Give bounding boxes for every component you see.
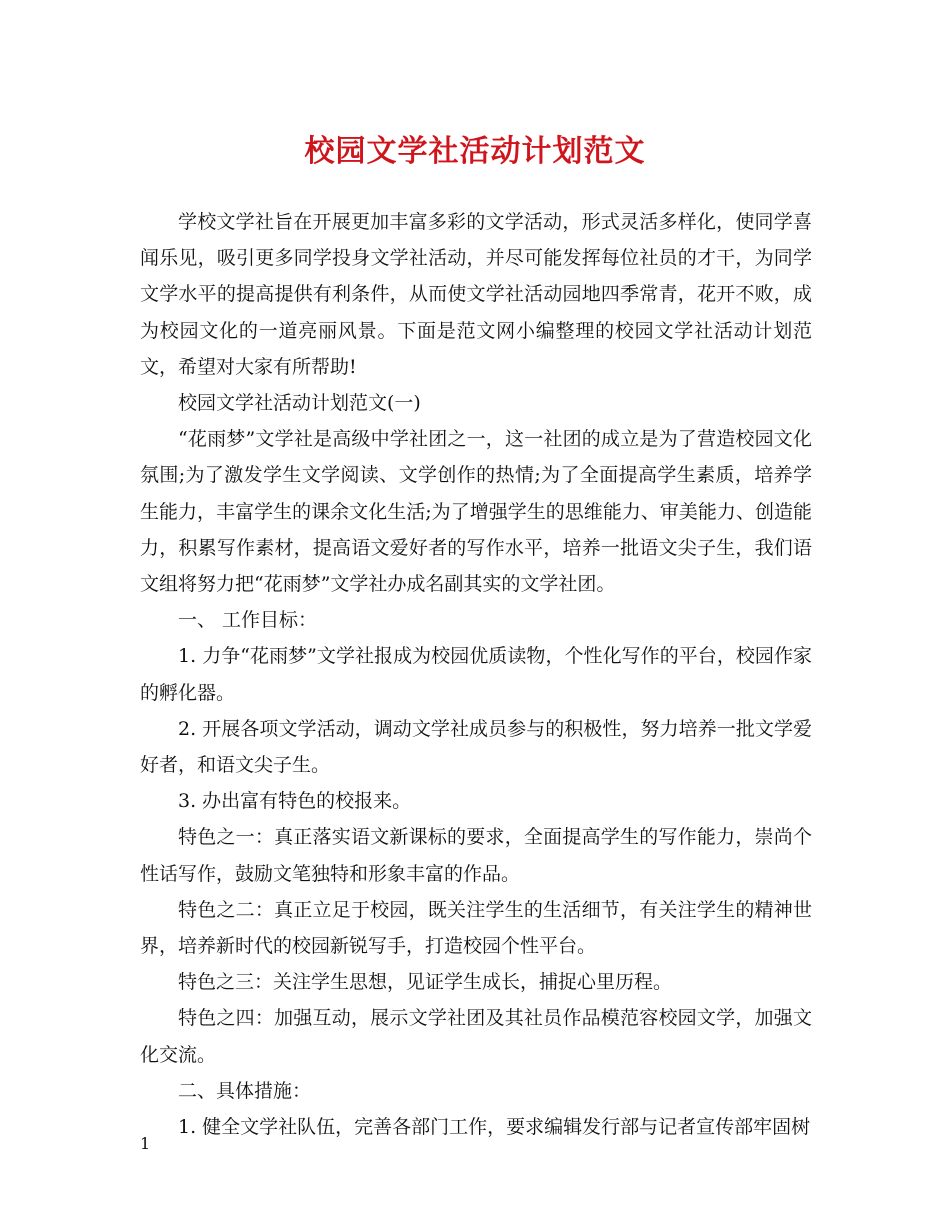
page-title: 校园文学社活动计划范文 (304, 134, 646, 169)
paragraph: 3. 办出富有特色的校报来。 (178, 790, 412, 813)
paragraph: 1. 力争“花雨梦”文学社报成为校园优质读物，个性化写作的平台，校园作家的孵化器。 (140, 645, 812, 704)
paragraph: 特色之二：真正立足于校园，既关注学生的生活细节，有关注学生的精神世界，培养新时代的校园新锐写手，打造校园个性平台。 (140, 898, 812, 958)
section-heading: 二、具体措施： (178, 1079, 312, 1102)
section-heading: 一、 工作目标： (178, 609, 318, 632)
document-body (140, 204, 812, 1145)
paragraph: 特色之四：加强互动，展示文学社团及其社员作品模范容校园文学，加强文化交流。 (140, 1007, 812, 1066)
paragraph: 校园文学社活动计划范文(一) (178, 392, 421, 415)
paragraph: 特色之一：真正落实语文新课标的要求，全面提高学生的写作能力，崇尚个性话写作，鼓励文笔独特和形象丰富的作品。 (140, 826, 812, 885)
paragraph: “花雨梦”文学社是高级中学社团之一，这一社团的成立是为了营造校园文化氛围;为了激发学生文学阅读、文学创作的热情;为了全面提高学生素质，培养学生能力，丰富学生的课余文化生活;为了增强学生的思维能力、审美能力、创造能力，积累写作素材，提高语文爱好者的写作水平，培养一批语文尖子生，我们语文组将努力把“花雨梦”文学社办成名副其实的文学社团。 (140, 428, 812, 596)
paragraph: 1. 健全文学社队伍，完善各部门工作，要求编辑发行部与记者宣传部牢固树 (178, 1116, 811, 1139)
page-number: 1 (140, 1134, 151, 1153)
paragraph: 2. 开展各项文学活动，调动文学社成员参与的积极性，努力培养一批文学爱好者，和语文尖子生。 (140, 717, 812, 777)
paragraph: 特色之三：关注学生思想，见证学生成长，捕捉心里历程。 (178, 971, 673, 994)
paragraph: 学校文学社旨在开展更加丰富多彩的文学活动，形式灵活多样化，使同学喜闻乐见，吸引更多同学投身文学社活动，并尽可能发挥每位社员的才干，为同学文学水平的提高提供有利条件，从而使文学社活动园地四季常青，花开不败，成为校园文化的一道亮丽风景。下面是范文网小编整理的校园文学社活动计划范文，希望对大家有所帮助! (140, 211, 812, 378)
